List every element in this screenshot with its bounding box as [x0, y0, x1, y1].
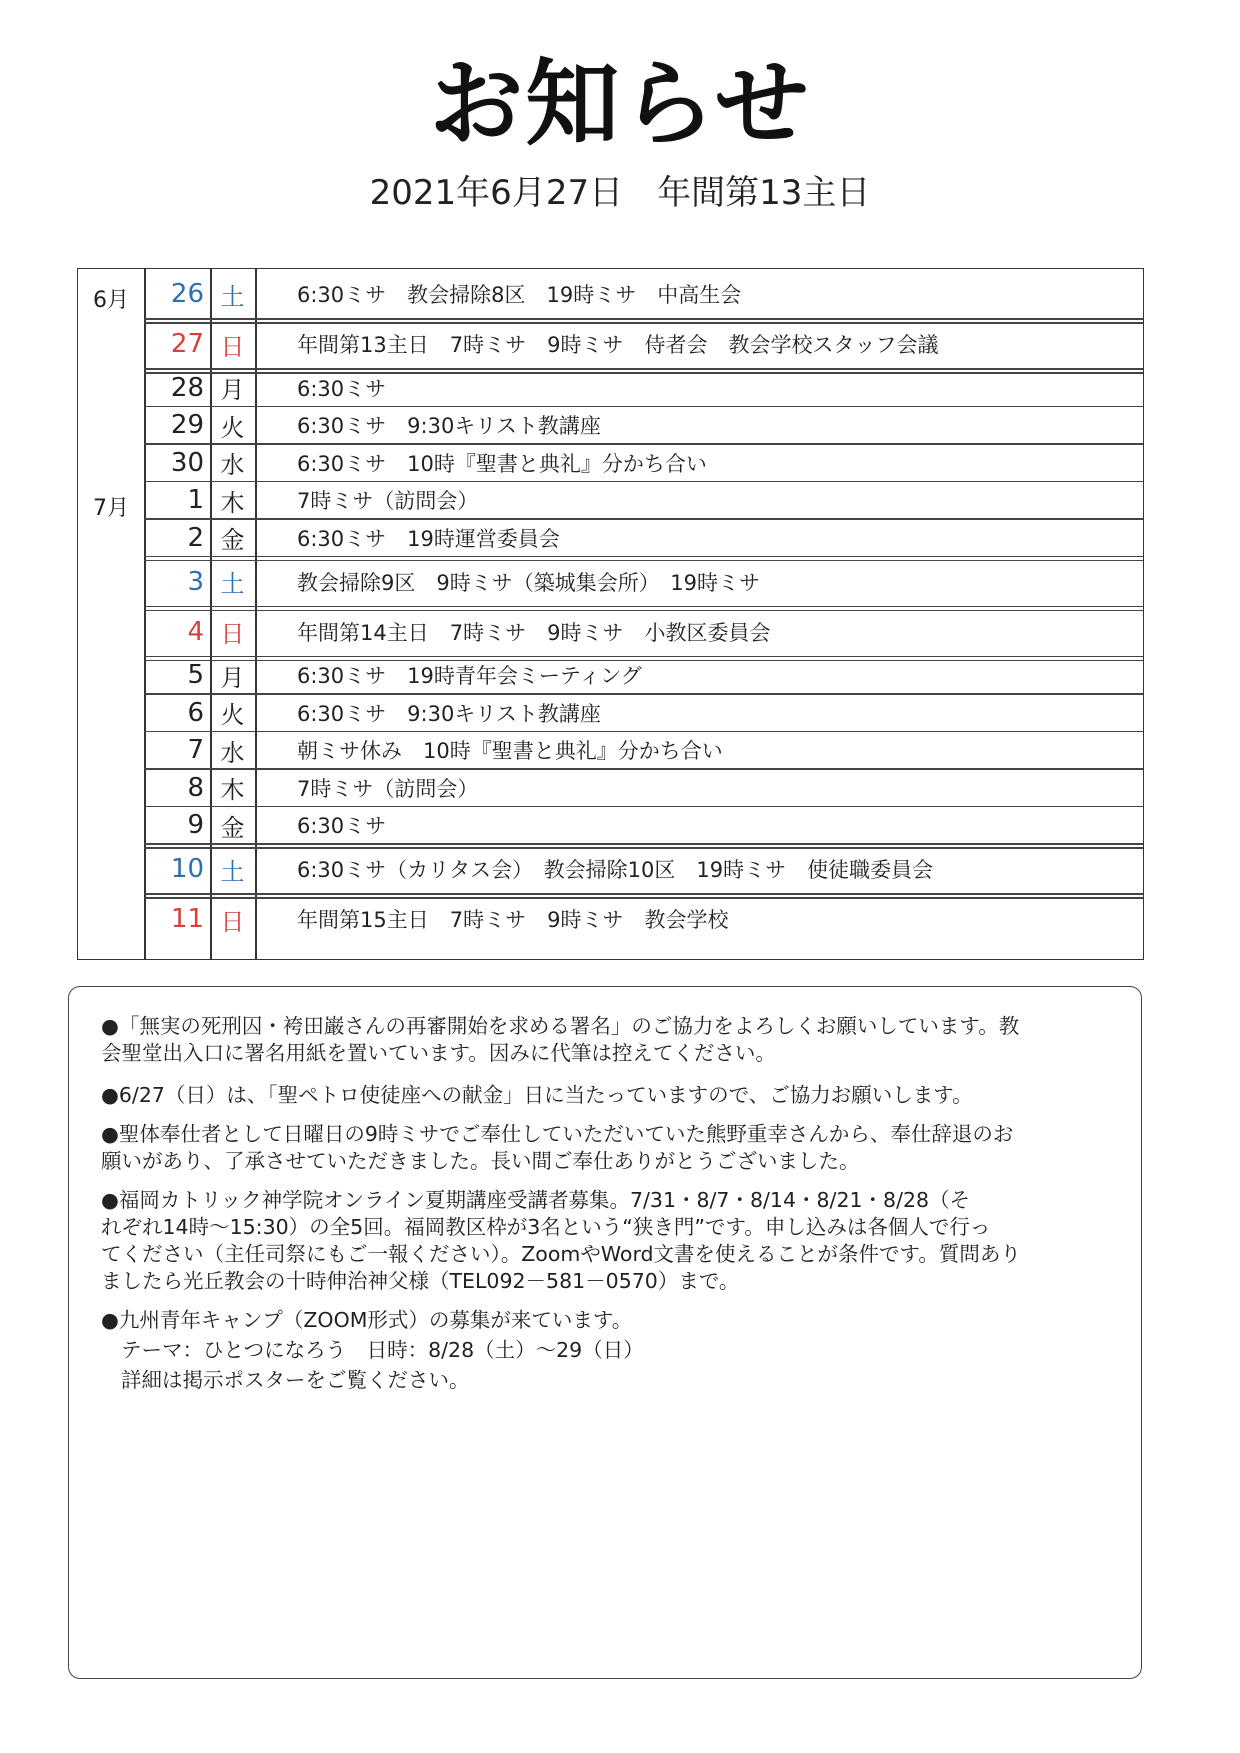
notice-3-line-1: ●聖体奉仕者として日曜日の9時ミサでご奉仕していただいていた熊野重幸さんから、奉仕辞退のお — [101, 1122, 1014, 1146]
schedule-events: 7時ミサ（訪問会） — [297, 489, 479, 514]
schedule-row — [144, 482, 1143, 520]
schedule-events: 6:30ミサ — [297, 814, 387, 839]
schedule-day: 28 — [170, 372, 204, 403]
schedule-day: 10 — [170, 854, 204, 884]
schedule-events: 教会掃除9区 9時ミサ（築城集会所） 19時ミサ — [297, 570, 760, 595]
schedule-row — [144, 844, 1143, 894]
schedule-day: 26 — [170, 279, 204, 309]
schedule-day: 29 — [170, 410, 204, 441]
schedule-events: 6:30ミサ — [297, 376, 387, 401]
schedule-weekday: 土 — [220, 570, 245, 598]
schedule-row — [144, 319, 1143, 369]
notice-4-line-2: れぞれ14時～15:30）の全5回。福岡教区枠が3名という“狭き門”です。申し込みは各個人で行っ — [101, 1215, 991, 1239]
notice-3-line-2: 願いがあり、了承させていただきました。長い間ご奉仕ありがとうございました。 — [101, 1149, 860, 1173]
notice-1-line-1: ●「無実の死刑囚・袴田巌さんの再審開始を求める署名」のご協力をよろしくお願いしています。教 — [101, 1014, 1020, 1038]
schedule-events: 朝ミサ休み 10時『聖書と典礼』分かち合い — [297, 739, 723, 764]
schedule-row — [144, 807, 1143, 845]
schedule-row — [144, 444, 1143, 482]
schedule-events: 6:30ミサ（カリタス会） 教会掃除10区 19時ミサ 使徒職委員会 — [297, 858, 934, 882]
schedule-weekday: 水 — [220, 738, 245, 767]
schedule-row — [144, 769, 1143, 807]
notice-2-line-1: ●6/27（日）は、「聖ペトロ使徒座への献金」日に当たっていますので、ご協力お願いします。 — [101, 1083, 973, 1107]
schedule-events: 年間第15主日 7時ミサ 9時ミサ 教会学校 — [297, 908, 729, 932]
schedule-weekday: 月 — [220, 376, 245, 405]
schedule-weekday: 日 — [220, 620, 245, 648]
notices-box — [68, 986, 1142, 1679]
schedule-row — [144, 607, 1143, 657]
schedule-day: 2 — [187, 522, 204, 553]
schedule-weekday: 日 — [220, 907, 245, 936]
schedule-weekday: 金 — [220, 526, 245, 555]
schedule-events: 6:30ミサ 9:30キリスト教講座 — [297, 701, 601, 726]
notice-4-line-3: てください（主任司祭にもご一報ください）。ZoomやWord文書を使えることが条件です。質問あり — [101, 1242, 1021, 1266]
notice-5-line-1: ●九州青年キャンプ（ZOOM形式）の募集が来ています。 — [101, 1308, 633, 1332]
schedule-weekday: 水 — [220, 451, 245, 480]
schedule-weekday: 金 — [220, 813, 245, 842]
schedule-weekday: 木 — [220, 488, 245, 517]
schedule-events: 6:30ミサ 19時青年会ミーティング — [297, 664, 642, 689]
schedule-events: 7時ミサ（訪問会） — [297, 776, 479, 801]
notice-5-line-2: テーマ：ひとつになろう 日時：8/28（土）～29（日） — [121, 1338, 644, 1362]
notice-4-line-4: ましたら光丘教会の十時伸治神父様（TEL092－581－0570）まで。 — [101, 1269, 740, 1293]
month-july: 7月 — [93, 496, 129, 521]
schedule-day: 1 — [187, 485, 204, 516]
notice-4-line-1: ●福岡カトリック神学院オンライン夏期講座受講者募集。7/31・8/7・8/14・8/21・8/28（そ — [101, 1188, 971, 1212]
schedule-row — [144, 557, 1143, 607]
schedule-weekday: 火 — [220, 413, 245, 442]
schedule-weekday: 土 — [220, 857, 245, 886]
schedule-weekday: 火 — [220, 701, 245, 730]
schedule-table — [77, 268, 1144, 960]
schedule-events: 6:30ミサ 10時『聖書と典礼』分かち合い — [297, 451, 707, 476]
schedule-day: 6 — [187, 697, 204, 728]
schedule-day: 27 — [170, 329, 204, 359]
notice-5-line-3: 詳細は掲示ポスターをご覧ください。 — [121, 1368, 470, 1392]
schedule-weekday: 木 — [220, 776, 245, 805]
schedule-row — [144, 732, 1143, 770]
schedule-weekday: 土 — [220, 282, 245, 311]
schedule-row — [144, 369, 1143, 407]
schedule-day: 7 — [187, 735, 204, 766]
schedule-row — [144, 519, 1143, 557]
schedule-day: 30 — [170, 447, 204, 478]
schedule-row — [144, 694, 1143, 732]
schedule-row — [144, 407, 1143, 445]
schedule-events: 年間第14主日 7時ミサ 9時ミサ 小教区委員会 — [297, 620, 771, 645]
schedule-weekday: 日 — [220, 332, 245, 361]
schedule-day: 5 — [187, 660, 204, 691]
notice-1-line-2: 会聖堂出入口に署名用紙を置いています。因みに代筆は控えてください。 — [101, 1041, 776, 1065]
schedule-day: 8 — [187, 772, 204, 803]
month-june: 6月 — [93, 288, 129, 313]
schedule-day: 3 — [187, 566, 204, 597]
schedule-row — [144, 269, 1143, 319]
schedule-row — [144, 657, 1143, 695]
schedule-day: 9 — [187, 810, 204, 841]
schedule-day: 4 — [187, 616, 204, 647]
schedule-weekday: 月 — [220, 663, 245, 692]
schedule-events: 年間第13主日 7時ミサ 9時ミサ 侍者会 教会学校スタッフ会議 — [297, 333, 939, 357]
page-subtitle: 2021年6月27日 年間第13主日 — [369, 173, 871, 213]
schedule-events: 6:30ミサ 19時運営委員会 — [297, 526, 560, 551]
schedule-events: 6:30ミサ 9:30キリスト教講座 — [297, 414, 601, 439]
schedule-row — [144, 894, 1143, 944]
schedule-day: 11 — [170, 904, 204, 934]
schedule-events: 6:30ミサ 教会掃除8区 19時ミサ 中高生会 — [297, 283, 742, 307]
page-title: お知らせ — [429, 50, 811, 159]
